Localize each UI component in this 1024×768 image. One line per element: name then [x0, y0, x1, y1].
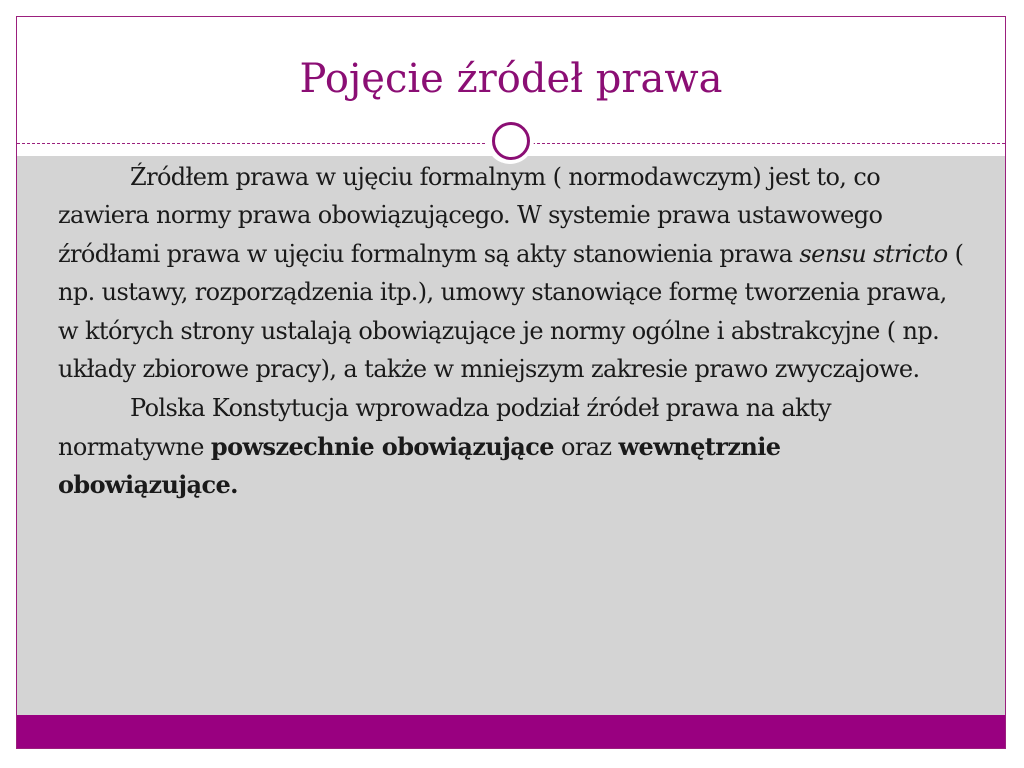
slide-title: Pojęcie źródeł prawa	[299, 56, 723, 102]
paragraph-2-text-a: Polska Konstytucja wprowadza podział źródeł prawa na akty normatywne	[58, 394, 831, 461]
paragraph-2-bold-term-1: powszechnie obowiązujące	[210, 431, 554, 461]
paragraph-1-text-b: ( np. ustawy, rozporządzenia itp.), umowy stanowiące formę tworzenia prawa, w których strony ustalają obowiązujące je normy ogólne i abstrakcyjne ( np. układy zbiorowe pracy), a także w mniejszym zakresie prawo zwyczajowe.	[58, 239, 964, 384]
paragraph-1-italic-term: sensu stricto	[799, 239, 948, 268]
paragraph-formal-sources	[58, 158, 968, 388]
slide-body	[58, 158, 968, 506]
paragraph-2-bold-term-2: wewnętrznie obowiązujące.	[58, 431, 781, 500]
bottom-accent-band	[17, 715, 1005, 748]
paragraph-1-text-a: Źródłem prawa w ujęciu formalnym ( normodawczym) jest to, co zawiera normy prawa obowiązującego. W systemie prawa ustawowego źródłami prawa w ujęciu formalnym są akty stanowienia prawa	[58, 163, 883, 268]
paragraph-2-text-b: oraz	[553, 432, 619, 461]
paragraph-constitution	[58, 389, 968, 504]
circle-ornament-icon	[486, 116, 534, 164]
